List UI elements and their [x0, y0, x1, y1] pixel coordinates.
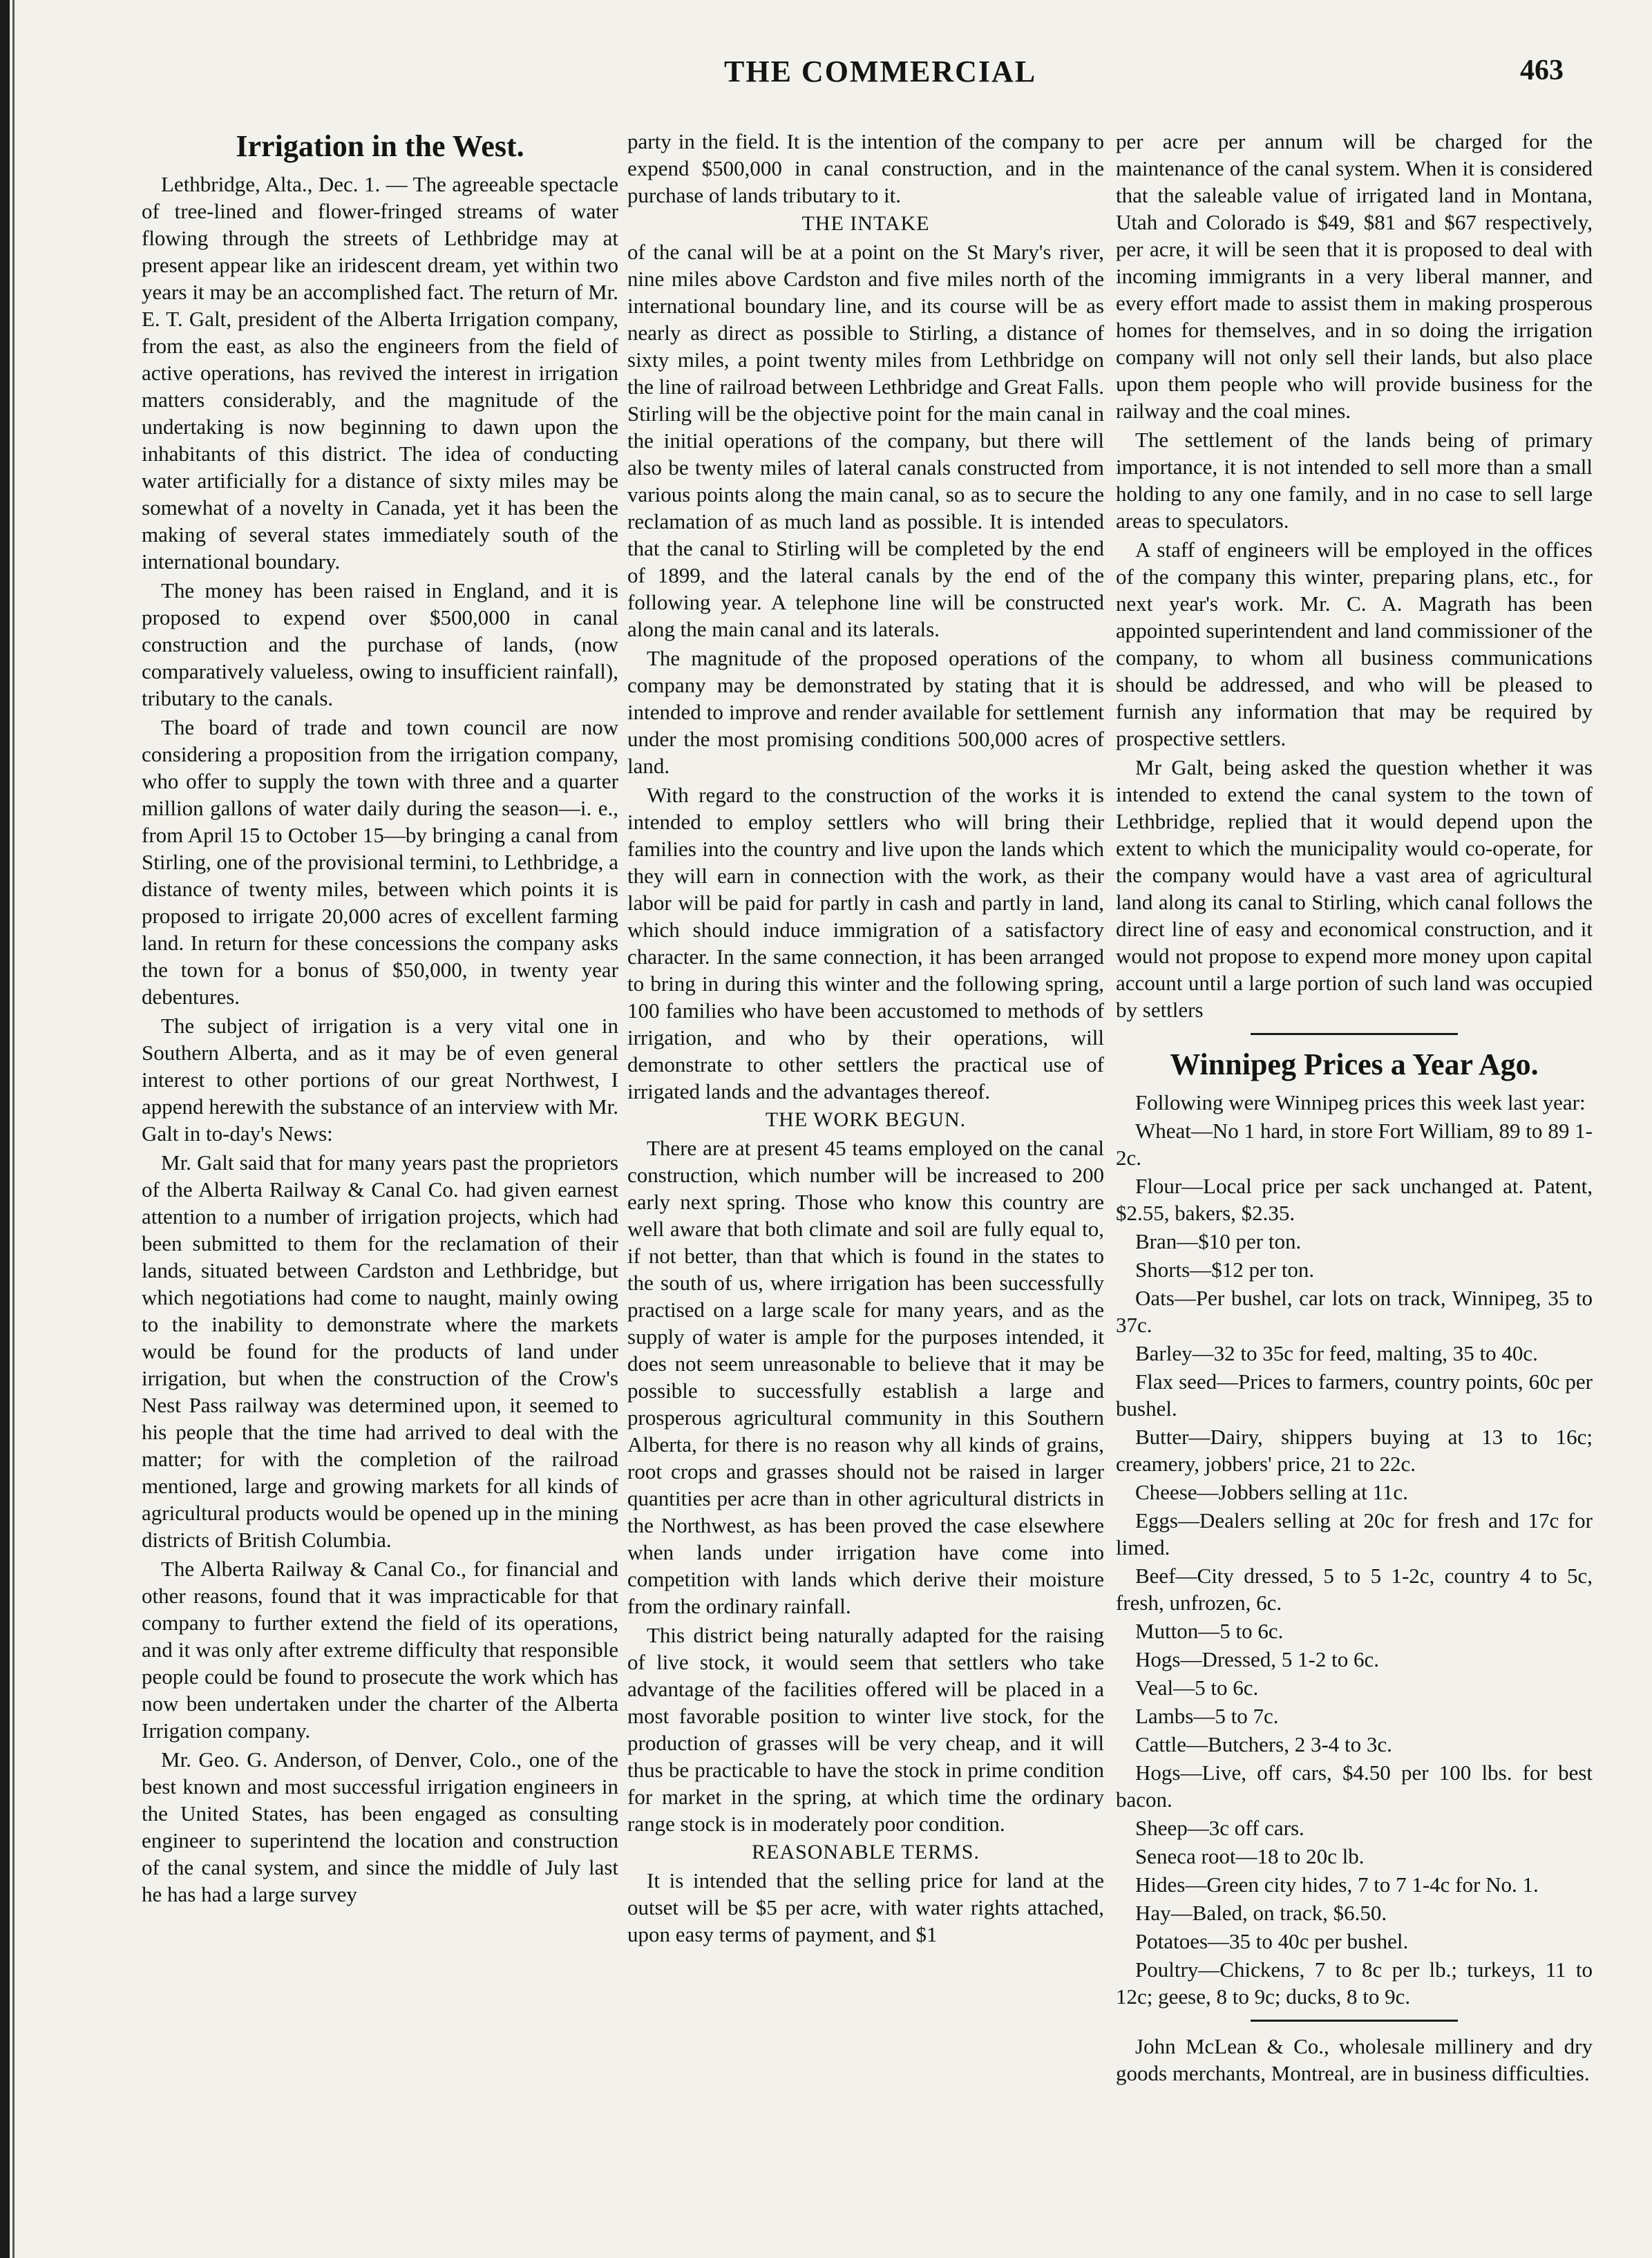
price-item: Mutton—5 to 6c. [1135, 1619, 1284, 1643]
price-item: Following were Winnipeg prices this week last year: [1135, 1090, 1586, 1114]
column-3 [1116, 128, 1593, 2249]
price-item: Eggs—Dealers selling at 20c for fresh and 17c for limed. [1116, 1508, 1593, 1559]
price-item: Beef—City dressed, 5 to 5 1-2c, country 4 to 5c, fresh, unfrozen, 6c. [1116, 1564, 1593, 1615]
price-item: Sheep—3c off cars. [1135, 1816, 1304, 1840]
article-paragraph: The board of trade and town council are now considering a proposition from the irrigation company, who offer to supply the town with three and a quarter million gallons of water daily during the season—i. e., from April 15 to October 15—by bringing a canal from Stirling, one of the provisional termini, to Lethbridge, a distance of twenty miles, between which points it is proposed to irrigate 20,000 acres of excellent farming land. In return for these concessions the company asks the town for a bonus of $50,000, in twenty year debentures. [142, 715, 618, 1009]
price-item: Wheat—No 1 hard, in store Fort William, 89 to 89 1-2c. [1116, 1119, 1593, 1170]
article-paragraph: The Alberta Railway & Canal Co., for financial and other reasons, found that it was impracticable for that company to further extend the field of its operations, and it was only after extreme difficulty that responsible people could be found to prosecute the work which has now been undertaken under the charter of the Alberta Irrigation company. [142, 1557, 618, 1743]
subhead-the-intake: THE INTAKE [801, 212, 930, 235]
article-paragraph: The subject of irrigation is a very vital one in Southern Alberta, and as it may be of even general interest to other portions of our great Northwest, I append herewith the substance of an interview with Mr. Galt in to-day's News: [142, 1014, 618, 1146]
page-number: 463 [1520, 55, 1564, 86]
column-2 [627, 128, 1104, 2249]
article-continuation: per acre per annum will be charged for the maintenance of the canal system. When it is considered that the saleable value of irrigated land in Montana, Utah and Colorado is $49, $81 and $67 respectively, per acre, it will be seen that it is proposed to deal with incoming immigrants in a very liberal manner, and every effort made to assist them in making prosperous homes for themselves, and in so doing the irrigation company will not only sell their lands, but also place upon them people who will provide business for the railway and the coal mines. [1116, 129, 1593, 423]
column-1 [142, 128, 618, 2249]
article-paragraph: Mr Galt, being asked the question whether it was intended to extend the canal system to the town of Lethbridge, replied that it would depend upon the extent to which the municipality would co-operate, for the company would have a vast area of agricultural land along its canal to Stirling, which canal follows the direct line of easy and economical construction, and it would not propose to expend more money upon capital account until a large portion of such land was occupied by settlers [1116, 755, 1593, 1022]
price-item: Flour—Local price per sack unchanged at. Patent, $2.55, bakers, $2.35. [1116, 1174, 1593, 1225]
article-title-winnipeg-prices: Winnipeg Prices a Year Ago. [1170, 1047, 1539, 1081]
subhead-reasonable-terms: REASONABLE TERMS. [752, 1841, 980, 1863]
article-paragraph: The money has been raised in England, and it is proposed to expend over $500,000 in canal construction and the purchase of lands, (now comparatively valueless, owing to insufficient rainfall), tributary to the canals. [142, 578, 618, 710]
article-paragraph: Mr. Geo. G. Anderson, of Denver, Colo., one of the best known and most successful irrigation engineers in the United States, has been engaged as consulting engineer to superintend the location and construction of the canal system, and since the middle of July last he has had a large survey [142, 1747, 618, 1906]
price-item: Oats—Per bushel, car lots on track, Winnipeg, 35 to 37c. [1116, 1286, 1593, 1337]
article-paragraph: Lethbridge, Alta., Dec. 1. — The agreeable spectacle of tree-lined and flower-fringed streams of water flowing through the streets of Lethbridge may at present appear like an iridescent dream, yet within two years it may be an accomplished fact. The return of Mr. E. T. Galt, president of the Alberta Irrigation company, from the east, as also the engineers from the field of active operations, has revived the interest in irrigation matters considerably, and the magnitude of the undertaking is now beginning to dawn upon the inhabitants of this district. The idea of conducting water artificially for a distance of sixty miles may be somewhat of a novelty in Canada, yet it has been the making of several states immediately south of the international boundary. [142, 172, 618, 573]
price-item: Hogs—Dressed, 5 1-2 to 6c. [1135, 1647, 1380, 1671]
price-item: Lambs—5 to 7c. [1135, 1704, 1279, 1728]
article-paragraph: This district being naturally adapted for the raising of live stock, it would seem that settlers who take advantage of the facilities offered will be placed in a most favorable position to winter live stock, for the production of grasses will be very cheap, and it will thus be practicable to have the stock in prime condition for market in the spring, at which time the ordinary range stock is in moderately poor condition. [627, 1623, 1104, 1836]
article-paragraph: Mr. Galt said that for many years past the proprietors of the Alberta Railway & Canal Co. had given earnest attention to a number of irrigation projects, which had been submitted to them for the reclamation of their lands, situated between Cardston and Lethbridge, but which negotiations had come to naught, mainly owing to the inability to demonstrate where the markets would be found for the products of land under irrigation, but when the construction of the Crow's Nest Pass railway was determined upon, it seemed to his people that the time had arrived to deal with the matter; for with the completion of the railroad mentioned, large and growing markets for all kinds of agricultural products would be opened up in the mining districts of British Columbia. [142, 1150, 618, 1552]
price-item: Potatoes—35 to 40c per bushel. [1135, 1929, 1409, 1953]
price-item: Flax seed—Prices to farmers, country points, 60c per bushel. [1116, 1369, 1593, 1421]
section-divider [1251, 2020, 1458, 2022]
news-item-mclean: John McLean & Co., wholesale millinery and dry goods merchants, Montreal, are in business difficulties. [1116, 2034, 1593, 2085]
page-binding-line [12, 0, 15, 2258]
price-item: Poultry—Chickens, 7 to 8c per lb.; turkeys, 11 to 12c; geese, 8 to 9c; ducks, 8 to 9c. [1116, 1957, 1593, 2009]
price-list [1116, 1089, 1593, 2010]
page-header [0, 54, 1652, 102]
article-paragraph: It is intended that the selling price for land at the outset will be $5 per acre, with water rights attached, upon easy terms of payment, and $1 [627, 1868, 1104, 1946]
price-item: Veal—5 to 6c. [1135, 1676, 1259, 1700]
price-item: Bran—$10 per ton. [1135, 1229, 1302, 1253]
price-item: Seneca root—18 to 20c lb. [1135, 1844, 1365, 1868]
price-item: Hogs—Live, off cars, $4.50 per 100 lbs. for best bacon. [1116, 1761, 1593, 1812]
price-item: Hay—Baled, on track, $6.50. [1135, 1901, 1387, 1925]
article-paragraph: The magnitude of the proposed operations of the company may be demonstrated by stating that it is intended to improve and render available for settlement under the most promising conditions 500,000 acres of land. [627, 646, 1104, 778]
section-divider [1251, 1033, 1458, 1035]
article-paragraph: There are at present 45 teams employed on the canal construction, which number will be increased to 200 early next spring. Those who know this country are well aware that both climate and soil are fully equal to, if not better, than that which is found in the states to the south of us, where irrigation has been successfully practised on a large scale for many years, and as the supply of water is ample for the purposes intended, it does not seem unreasonable to believe that it may be possible to successfully establish a large and prosperous agricultural community in this Southern Alberta, for there is no reason why all kinds of grains, root crops and grasses should not be raised in larger quantities per acre than in other agricultural districts in the Northwest, as has been proved the case elsewhere when lands under irrigation have come into competition with lands which derive their moisture from the ordinary rainfall. [627, 1136, 1104, 1618]
article-paragraph: of the canal will be at a point on the St Mary's river, nine miles above Cardston and five miles north of the international boundary line, and its course will be as nearly as direct as possible to Stirling, a distance of sixty miles, a point twenty miles from Lethbridge on the line of railroad between Lethbridge and Great Falls. Stirling will be the objective point for the main canal in the initial operations of the company, but there will also be twenty miles of lateral canals constructed from various points along the main canal, so as to secure the reclamation of as much land as possible. It is intended that the canal to Stirling will be completed by the end of 1899, and the lateral canals by the end of the following year. A telephone line will be constructed along the main canal and its laterals. [627, 240, 1104, 641]
article-paragraph: The settlement of the lands being of primary importance, it is not intended to sell more than a small holding to any one family, and in no case to sell large areas to speculators. [1116, 428, 1593, 533]
price-item: Cattle—Butchers, 2 3-4 to 3c. [1135, 1732, 1392, 1756]
article-title-irrigation: Irrigation in the West. [236, 129, 524, 163]
subhead-the-work-begun: THE WORK BEGUN. [765, 1108, 967, 1131]
article-paragraph: A staff of engineers will be employed in the offices of the company this winter, preparing plans, etc., for next year's work. Mr. C. A. Magrath has been appointed superintendent and land commissioner of the company, to whom all business communications should be addressed, and who will be pleased to furnish any information that may be required by prospective settlers. [1116, 538, 1593, 750]
price-item: Cheese—Jobbers selling at 11c. [1135, 1480, 1408, 1504]
price-item: Shorts—$12 per ton. [1135, 1258, 1315, 1282]
publication-title: THE COMMERCIAL [724, 55, 1037, 88]
article-continuation: party in the field. It is the intention of the company to expend $500,000 in canal construction, and in the purchase of lands tributary to it. [627, 129, 1104, 207]
article-paragraph: With regard to the construction of the works it is intended to employ settlers who will bring their families into the country and live upon the lands which they will earn in connection with the work, as their labor will be paid for partly in cash and partly in land, which should induce immigration of a satisfactory character. In the same connection, it has been arranged to bring in during this winter and the following spring, 100 families who have been accustomed to methods of irrigation, and who by their operations, will demonstrate to other settlers the practical use of irrigated lands and the advantages thereof. [627, 783, 1104, 1103]
price-item: Butter—Dairy, shippers buying at 13 to 16c; creamery, jobbers' price, 21 to 22c. [1116, 1425, 1593, 1476]
price-item: Hides—Green city hides, 7 to 7 1-4c for No. 1. [1135, 1872, 1539, 1897]
price-item: Barley—32 to 35c for feed, malting, 35 to 40c. [1135, 1341, 1538, 1365]
page-binding-edge [0, 0, 10, 2258]
